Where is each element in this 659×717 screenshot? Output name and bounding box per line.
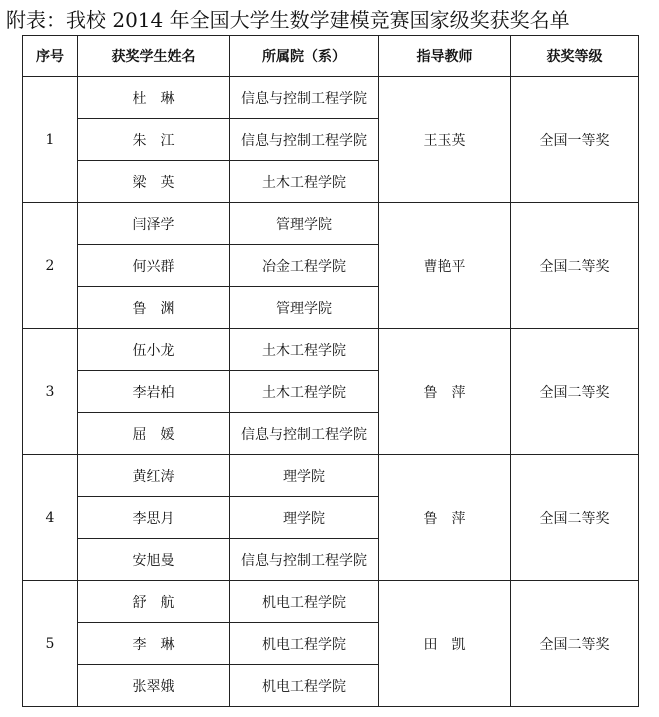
award-table xyxy=(22,35,639,707)
student-name-cell: 屈 媛 xyxy=(78,413,230,455)
table-caption: 附表：我校 2014 年全国大学生数学建模竞赛国家级奖获奖名单 xyxy=(6,8,570,32)
student-name-cell: 鲁 渊 xyxy=(78,287,230,329)
group-index-cell: 1 xyxy=(23,77,78,203)
college-cell: 理学院 xyxy=(230,455,379,497)
advisor-cell: 鲁 萍 xyxy=(379,455,511,581)
college-cell: 土木工程学院 xyxy=(230,329,379,371)
advisor-cell: 鲁 萍 xyxy=(379,329,511,455)
student-name-cell: 何兴群 xyxy=(78,245,230,287)
student-name-cell: 杜 琳 xyxy=(78,77,230,119)
header-index: 序号 xyxy=(23,36,78,77)
group-index-cell: 2 xyxy=(23,203,78,329)
student-name-cell: 安旭曼 xyxy=(78,539,230,581)
college-cell: 机电工程学院 xyxy=(230,623,379,665)
college-cell: 信息与控制工程学院 xyxy=(230,119,379,161)
header-advisor: 指导教师 xyxy=(379,36,511,77)
table-row xyxy=(23,329,639,371)
header-college: 所属院（系） xyxy=(230,36,379,77)
advisor-cell: 曹艳平 xyxy=(379,203,511,329)
college-cell: 土木工程学院 xyxy=(230,161,379,203)
student-name-cell: 闫泽学 xyxy=(78,203,230,245)
college-cell: 冶金工程学院 xyxy=(230,245,379,287)
student-name-cell: 黄红涛 xyxy=(78,455,230,497)
award-level-cell: 全国二等奖 xyxy=(511,581,639,707)
student-name-cell: 梁 英 xyxy=(78,161,230,203)
award-level-cell: 全国二等奖 xyxy=(511,329,639,455)
award-level-cell: 全国一等奖 xyxy=(511,77,639,203)
college-cell: 管理学院 xyxy=(230,287,379,329)
college-cell: 机电工程学院 xyxy=(230,581,379,623)
advisor-cell: 王玉英 xyxy=(379,77,511,203)
student-name-cell: 伍小龙 xyxy=(78,329,230,371)
student-name-cell: 李岩柏 xyxy=(78,371,230,413)
college-cell: 机电工程学院 xyxy=(230,665,379,707)
student-name-cell: 朱 江 xyxy=(78,119,230,161)
college-cell: 信息与控制工程学院 xyxy=(230,413,379,455)
college-cell: 理学院 xyxy=(230,497,379,539)
college-cell: 土木工程学院 xyxy=(230,371,379,413)
header-row xyxy=(23,36,639,77)
table-row xyxy=(23,581,639,623)
group-index-cell: 4 xyxy=(23,455,78,581)
group-index-cell: 5 xyxy=(23,581,78,707)
college-cell: 信息与控制工程学院 xyxy=(230,539,379,581)
college-cell: 信息与控制工程学院 xyxy=(230,77,379,119)
college-cell: 管理学院 xyxy=(230,203,379,245)
table-row xyxy=(23,77,639,119)
advisor-cell: 田 凯 xyxy=(379,581,511,707)
table-row xyxy=(23,455,639,497)
student-name-cell: 舒 航 xyxy=(78,581,230,623)
award-level-cell: 全国二等奖 xyxy=(511,203,639,329)
header-level: 获奖等级 xyxy=(511,36,639,77)
student-name-cell: 张翠娥 xyxy=(78,665,230,707)
table-row xyxy=(23,203,639,245)
award-level-cell: 全国二等奖 xyxy=(511,455,639,581)
header-student: 获奖学生姓名 xyxy=(78,36,230,77)
group-index-cell: 3 xyxy=(23,329,78,455)
student-name-cell: 李 琳 xyxy=(78,623,230,665)
student-name-cell: 李思月 xyxy=(78,497,230,539)
